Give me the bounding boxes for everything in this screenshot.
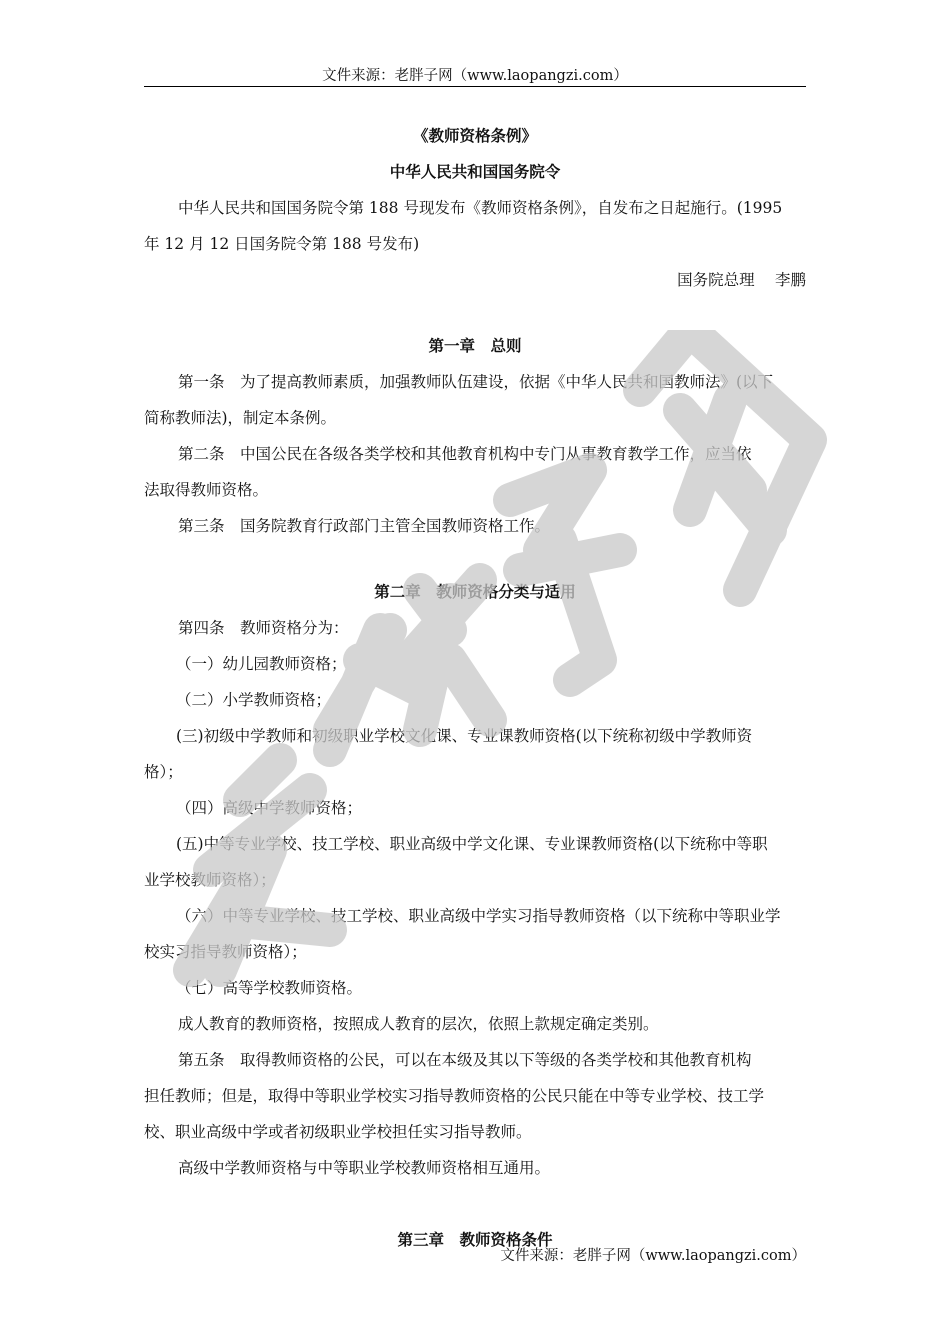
item-4: （四）高级中学教师资格；: [176, 799, 363, 817]
article-3: 第三条 国务院教育行政部门主管全国教师资格工作。: [178, 517, 551, 535]
chapter-3-title: 第三章 教师资格条件: [397, 1230, 553, 1249]
page-header-source: 文件来源：老胖子网（www.laopangzi.com）: [322, 68, 628, 84]
page-footer-source: 文件来源：老胖子网（www.laopangzi.com）: [500, 1248, 806, 1264]
spacer: [144, 298, 806, 328]
chapter-2-title: 第二章 教师资格分类与适用: [374, 582, 576, 601]
intro-line-1: 中华人民共和国国务院令第 188 号现发布《教师资格条例》，自发布之日起施行。(1995: [178, 199, 783, 217]
spacer: [144, 1186, 806, 1222]
document-title: 《教师资格条例》: [412, 126, 537, 145]
header-divider: [144, 86, 806, 87]
item-5-line-2: 业学校教师资格）；: [144, 871, 276, 889]
article-5-paragraph-2: 高级中学教师资格与中等职业学校教师资格相互通用。: [178, 1159, 551, 1177]
article-4: 第四条 教师资格分为：: [178, 619, 349, 637]
article-1-line-2: 简称教师法)，制定本条例。: [144, 409, 337, 427]
item-6-line-2: 校实习指导教师资格）；: [144, 943, 307, 961]
article-5-line-3: 校、职业高级中学或者初级职业学校担任实习指导教师。: [144, 1123, 532, 1141]
article-1-line-1: 第一条 为了提高教师素质，加强教师队伍建设，依据《中华人民共和国教师法》(以下: [178, 373, 774, 391]
article-2-line-2: 法取得教师资格。: [144, 481, 269, 499]
item-7: （七）高等学校教师资格。: [176, 979, 363, 997]
item-3-line-2: 格）；: [144, 763, 183, 781]
spacer: [144, 544, 806, 574]
intro-line-2: 年 12 月 12 日国务院令第 188 号发布): [144, 235, 420, 253]
document-body: [144, 118, 806, 1258]
item-2: （二）小学教师资格；: [176, 691, 332, 709]
item-1: （一）幼儿园教师资格；: [176, 655, 347, 673]
article-5-line-1: 第五条 取得教师资格的公民，可以在本级及其以下等级的各类学校和其他教育机构: [178, 1051, 752, 1069]
item-6-line-1: （六）中等专业学校、技工学校、职业高级中学实习指导教师资格（以下统称中等职业学: [176, 907, 781, 925]
item-3-line-1: (三)初级中学教师和初级职业学校文化课、专业课教师资格(以下统称初级中学教师资: [176, 727, 753, 745]
chapter-1-title: 第一章 总则: [428, 336, 522, 355]
article-2-line-1: 第二条 中国公民在各级各类学校和其他教育机构中专门从事教育教学工作，应当依: [178, 445, 752, 463]
signature: 国务院总理 李鹏: [677, 271, 806, 289]
article-5-line-2: 担任教师；但是，取得中等职业学校实习指导教师资格的公民只能在中等专业学校、技工学: [144, 1087, 765, 1105]
item-5-line-1: (五)中等专业学校、技工学校、职业高级中学文化课、专业课教师资格(以下统称中等职: [176, 835, 768, 853]
adult-education-note: 成人教育的教师资格，按照成人教育的层次，依照上款规定确定类别。: [178, 1015, 659, 1033]
document-subtitle: 中华人民共和国国务院令: [389, 162, 561, 181]
